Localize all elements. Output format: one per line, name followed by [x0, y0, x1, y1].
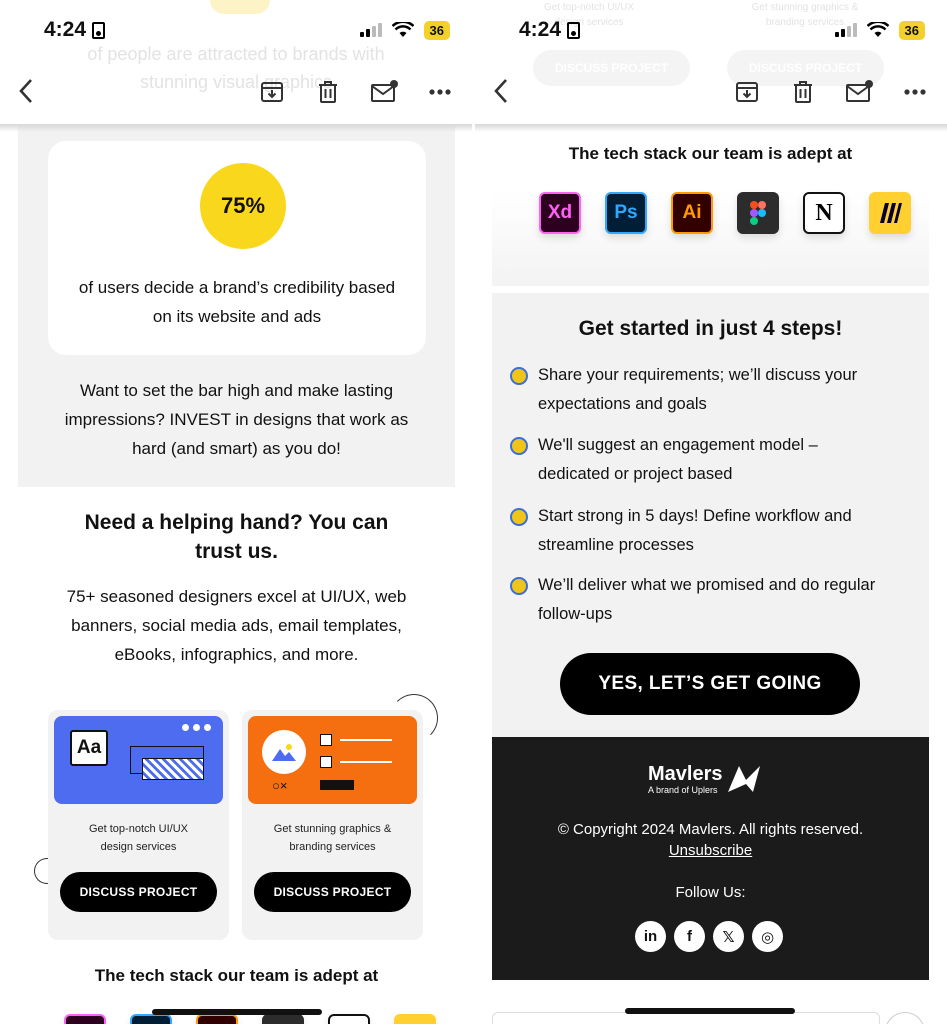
right-screen [475, 0, 947, 1024]
x-icon[interactable]: 𝕏 [713, 921, 744, 952]
step-text [538, 502, 852, 560]
ghost-line: Get top-notch UI/UX [543, 2, 635, 13]
steps-section [492, 293, 929, 737]
ghost-line: design services [554, 17, 624, 28]
tech-stack-title: The tech stack our team is adept at [94, 966, 379, 985]
step-text [538, 431, 818, 489]
line-shape [340, 739, 392, 741]
left-screen [0, 0, 472, 1024]
more-button[interactable] [426, 78, 454, 106]
ghost-line: of people are attracted to brands with [87, 44, 385, 64]
step-text [538, 361, 857, 419]
figma-icon [262, 1014, 304, 1024]
invest-line: Want to set the bar high and make lasting [79, 381, 394, 400]
step-line: streamline processes [538, 536, 694, 554]
help-body-line: eBooks, infographics, and more. [114, 645, 359, 664]
bar-shape [320, 780, 354, 790]
help-title [18, 508, 455, 566]
steps-title: Get started in just 4 steps! [578, 317, 843, 340]
home-indicator[interactable] [152, 1009, 322, 1015]
help-body-line: 75+ seasoned designers excel at UI/UX, web [66, 587, 407, 606]
notion-icon [328, 1014, 370, 1024]
social-links [635, 921, 783, 952]
get-going-button[interactable]: YES, LET’S GET GOING [560, 653, 860, 715]
mail-toolbar [475, 60, 947, 124]
ghost-button: DISCUSS PROJECT [533, 50, 690, 86]
invest-line: impressions? INVEST in designs that work as [64, 410, 409, 429]
service-label-line: design services [100, 841, 177, 853]
miro-icon [869, 192, 911, 234]
stat-line: on its website and ads [152, 307, 322, 326]
chevron-left-icon [493, 78, 509, 104]
signal-icon [835, 23, 857, 37]
facebook-icon[interactable]: f [674, 921, 705, 952]
service-label-line: branding services [289, 841, 376, 853]
ai-icon: Ai [671, 192, 713, 234]
step-text [538, 571, 875, 629]
time-text: 4:24 [44, 18, 87, 41]
service-label [250, 820, 415, 856]
system-icons [360, 21, 450, 40]
service-label-line: Get stunning graphics & [273, 823, 392, 835]
back-button[interactable] [18, 78, 34, 108]
xd-icon: Xd [539, 192, 581, 234]
ghost-line: branding services [765, 17, 845, 28]
mail-unread-icon [370, 80, 398, 104]
toolbar-shadow [0, 124, 472, 132]
chevron-left-icon [18, 78, 34, 104]
uiux-illustration [54, 716, 223, 804]
ps-icon: Ps [605, 192, 647, 234]
step-item [510, 361, 920, 419]
stat-section [18, 126, 455, 487]
graphics-illustration [248, 716, 417, 804]
stat-description [48, 273, 426, 331]
mail-unread-icon [845, 80, 873, 104]
follow-us-label: Follow Us: [675, 884, 746, 901]
line-shape [340, 761, 392, 763]
linkedin-icon[interactable]: in [635, 921, 666, 952]
back-button[interactable] [493, 78, 509, 108]
mark-unread-button[interactable] [845, 78, 873, 106]
tech-stack-title: The tech stack our team is adept at [568, 144, 853, 163]
archive-button[interactable] [733, 78, 761, 106]
mark-unread-button[interactable] [370, 78, 398, 106]
help-title-line: Need a helping hand? You can [84, 511, 389, 534]
more-icon [904, 89, 926, 95]
delete-button[interactable] [314, 78, 342, 106]
battery-icon: 36 [899, 21, 925, 40]
brand-name: Mavlers [648, 763, 723, 785]
step-bullet-icon [510, 437, 528, 455]
tech-stack-preview [64, 1014, 436, 1024]
discuss-project-button[interactable]: DISCUSS PROJECT [60, 872, 217, 912]
time-text: 4:24 [519, 18, 562, 41]
mavlers-logo [648, 763, 761, 795]
brand-tagline: A brand of Uplers [648, 785, 718, 795]
discuss-project-button[interactable]: DISCUSS PROJECT [254, 872, 411, 912]
more-icon [429, 89, 451, 95]
id-badge-icon [92, 22, 105, 39]
ghost-line: stunning visual graphics [139, 72, 333, 92]
xd-icon [64, 1014, 106, 1024]
status-time [519, 18, 580, 42]
wifi-icon [867, 22, 889, 38]
tech-stack-row [539, 192, 911, 234]
status-bar [475, 0, 947, 60]
system-icons [835, 21, 925, 40]
step-item [510, 502, 920, 560]
toolbar-actions [733, 78, 929, 106]
help-section [18, 508, 455, 669]
battery-icon: 36 [424, 21, 450, 40]
service-card-graphics [242, 710, 423, 940]
copyright: © Copyright 2024 Mavlers. All rights reserved. [557, 821, 864, 838]
ai-icon [196, 1014, 238, 1024]
archive-icon [260, 80, 284, 104]
step-line: Share your requirements; we’ll discuss your [538, 366, 858, 384]
toolbar-shadow [475, 124, 947, 132]
footer [492, 737, 929, 980]
step-line: dedicated or project based [538, 465, 733, 483]
instagram-icon[interactable]: ◎ [752, 921, 783, 952]
more-button[interactable] [901, 78, 929, 106]
step-item [510, 571, 920, 629]
step-line: We’ll deliver what we promised and do regular [538, 576, 876, 594]
step-item [510, 431, 920, 489]
mavlers-mark-icon [727, 764, 761, 794]
checkbox-shape [320, 756, 332, 768]
help-title-line: trust us. [195, 540, 278, 563]
delete-button[interactable] [789, 78, 817, 106]
step-line: expectations and goals [538, 395, 707, 413]
archive-icon [735, 80, 759, 104]
trash-icon [792, 80, 814, 104]
ghost-button: DISCUSS PROJECT [727, 50, 884, 86]
step-line: We'll suggest an engagement model – [538, 436, 818, 454]
step-line: Start strong in 5 days! Define workflow and [538, 507, 852, 525]
help-body [18, 582, 455, 669]
help-body-line: banners, social media ads, email templates, [71, 616, 402, 635]
font-aa-icon: Aa [70, 730, 108, 766]
checkbox-shape [320, 734, 332, 746]
status-time [44, 18, 105, 42]
signal-icon [360, 23, 382, 37]
ghost-line: Get stunning graphics & [751, 2, 859, 13]
invest-line: hard (and smart) as you do! [132, 439, 341, 458]
stat-card [48, 141, 426, 355]
step-line: follow-ups [538, 605, 613, 623]
home-indicator[interactable] [625, 1008, 795, 1014]
wifi-icon [392, 22, 414, 38]
image-icon [262, 730, 306, 774]
id-badge-icon [567, 22, 580, 39]
service-label [56, 820, 221, 856]
service-label-line: Get top-notch UI/UX [88, 823, 189, 835]
step-bullet-icon [510, 508, 528, 526]
mail-toolbar [0, 60, 472, 124]
miro-icon [394, 1014, 436, 1024]
unsubscribe-link[interactable]: Unsubscribe [668, 842, 753, 859]
step-bullet-icon [510, 577, 528, 595]
figma-icon [737, 192, 779, 234]
status-bar [0, 0, 472, 60]
notion-icon: N [803, 192, 845, 234]
service-card-uiux [48, 710, 229, 940]
invest-text [18, 376, 455, 463]
reply-fab[interactable] [885, 1012, 925, 1024]
stat-line: of users decide a brand’s credibility based [78, 278, 396, 297]
tech-stack-section [492, 126, 929, 286]
shapes-icon: ○× [272, 778, 288, 793]
hatched-shape [142, 758, 204, 780]
ps-icon [130, 1014, 172, 1024]
archive-button[interactable] [258, 78, 286, 106]
stat-circle: 75% [200, 163, 286, 249]
window-dots-icon [182, 724, 211, 731]
step-bullet-icon [510, 367, 528, 385]
toolbar-actions [258, 78, 454, 106]
trash-icon [317, 80, 339, 104]
